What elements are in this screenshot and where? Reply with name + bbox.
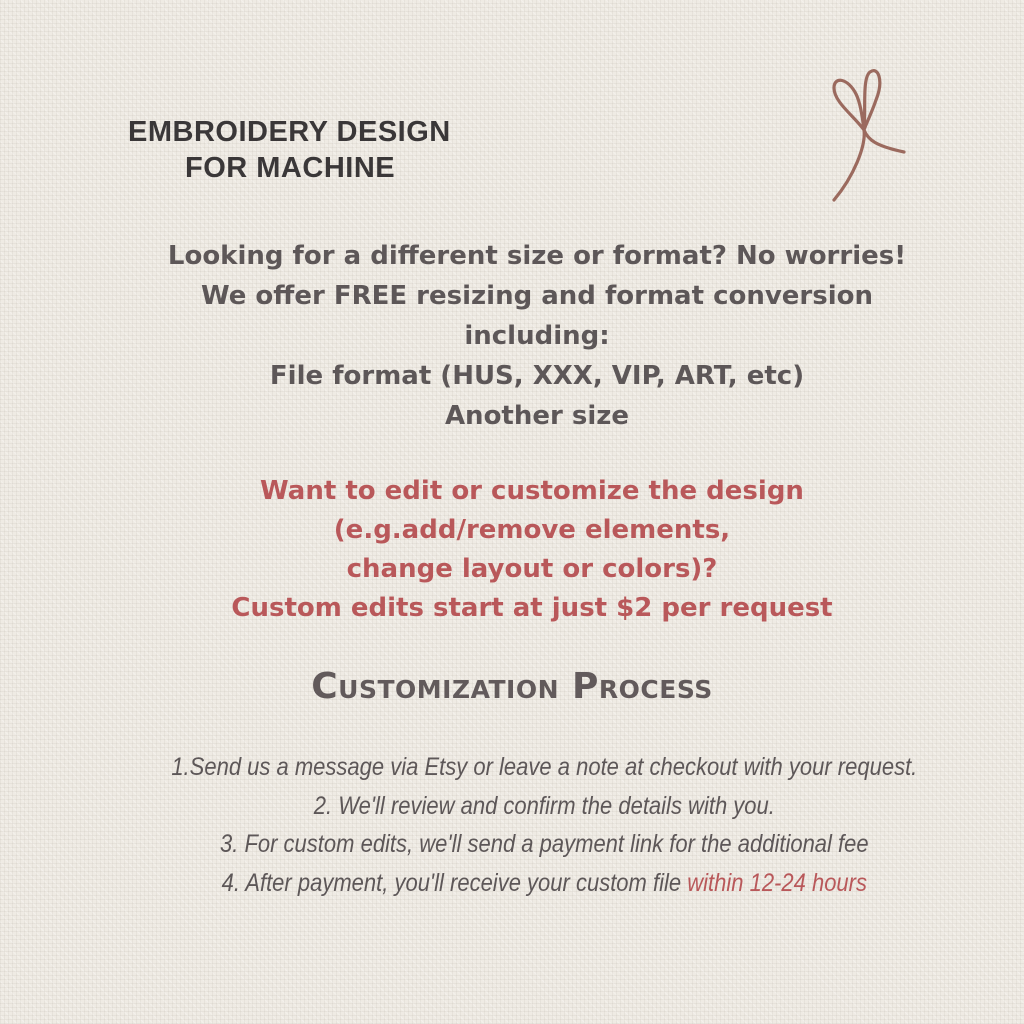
step-4-highlight: within 12-24 hours bbox=[687, 868, 868, 897]
intro-line-1: Looking for a different size or format? No worries! bbox=[167, 241, 907, 271]
step-4-text: 4. After payment, you'll receive your custom file bbox=[221, 868, 688, 897]
intro-line-5: Another size bbox=[444, 401, 630, 431]
step-2: 2. We'll review and confirm the details with you. bbox=[313, 791, 775, 820]
step-1: 1.Send us a message via Etsy or leave a note at checkout with your request. bbox=[171, 753, 918, 781]
custom-line-4: Custom edits start at just $2 per request bbox=[231, 593, 833, 623]
intro-line-3: including: bbox=[464, 321, 610, 351]
title-line-1: EMBROIDERY DESIGN bbox=[128, 116, 451, 148]
intro-line-4: File format (HUS, XXX, VIP, ART, etc) bbox=[269, 361, 805, 391]
step-3: 3. For custom edits, we'll send a payment link for the additional fee bbox=[219, 830, 869, 858]
intro-line-2: We offer FREE resizing and format conversion bbox=[200, 281, 874, 311]
resize-offer-text bbox=[60, 236, 1014, 436]
page-title bbox=[128, 114, 488, 186]
custom-line-2: (e.g.add/remove elements, bbox=[333, 515, 731, 545]
process-heading: Customization Process bbox=[311, 666, 713, 707]
process-steps bbox=[104, 748, 984, 902]
custom-line-1: Want to edit or customize the design bbox=[260, 476, 804, 506]
custom-edit-offer bbox=[60, 472, 1004, 628]
heart-icon bbox=[826, 66, 910, 206]
step-4 bbox=[104, 864, 984, 903]
custom-line-3: change layout or colors)? bbox=[346, 554, 718, 584]
title-line-2: FOR MACHINE bbox=[185, 152, 396, 184]
